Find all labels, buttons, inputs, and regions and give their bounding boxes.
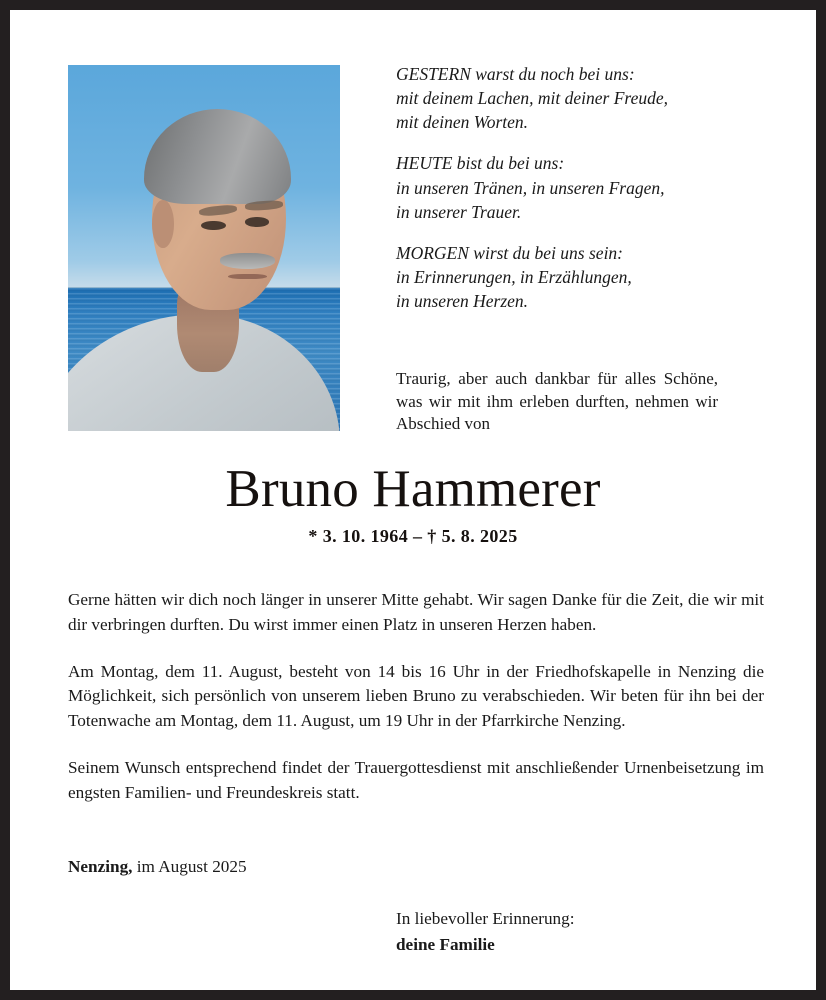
memorial-poem [396,62,746,313]
poem-stanza-3 [396,241,746,313]
poem-line: in unseren Herzen. [396,291,529,312]
poem-line: mit deinem Lachen, mit deiner Freude, [396,88,668,109]
signature-family: deine Familie [396,934,495,954]
obituary-body [68,588,764,805]
poem-line: mit deinen Worten. [396,112,529,133]
signature-lead: In liebevoller Erinnerung: [396,909,575,928]
signature-block [396,906,575,958]
place-date: im August 2025 [132,857,247,876]
poem-line: in unseren Tränen, in unseren Fragen, [396,177,665,198]
photo-mustache [220,253,274,268]
place-and-date [68,857,247,877]
obituary-page [10,10,816,990]
deceased-block [10,462,816,547]
photo-ear [152,200,174,248]
body-paragraph-3: Seinem Wunsch entsprechend findet der Trauergottesdienst mit anschließender Urnenbeisetzung im engsten Familien- und Freundeskreis statt. [68,757,764,802]
place-name: Nenzing, [68,857,133,876]
body-paragraph-2: Am Montag, dem 11. August, besteht von 14 bis 16 Uhr in der Friedhofskapelle in Nenzing die Möglichkeit, sich persönlich von unserem lieben Bruno zu verabschieden. Wir beten für ihn bei der Totenwache am Montag, dem 11. August, um 19 Uhr in der Pfarrkirche Nenzing. [68,661,764,731]
poem-line: GESTERN warst du noch bei uns: [396,64,635,84]
deceased-name: Bruno Hammerer [225,460,601,518]
portrait-photo [68,65,340,431]
deceased-dates: * 3. 10. 1964 – † 5. 8. 2025 [308,525,518,546]
body-paragraph-1: Gerne hätten wir dich noch länger in unserer Mitte gehabt. Wir sagen Danke für die Zeit, die wir mit dir verbringen durften. Du wirst immer einen Platz in unseren Herzen haben. [68,590,764,634]
farewell-intro: Traurig, aber auch dankbar für alles Schöne, was wir mit ihm erleben durften, nehmen wir Abschied von [396,369,718,434]
poem-line: in Erinnerungen, in Erzählungen, [396,266,632,287]
poem-stanza-1 [396,62,746,134]
photo-eye-right [245,217,269,227]
poem-line: HEUTE bist du bei uns: [396,153,565,174]
poem-stanza-2 [396,151,746,223]
poem-line: MORGEN wirst du bei uns sein: [396,242,624,263]
poem-line: in unserer Trauer. [396,201,522,222]
